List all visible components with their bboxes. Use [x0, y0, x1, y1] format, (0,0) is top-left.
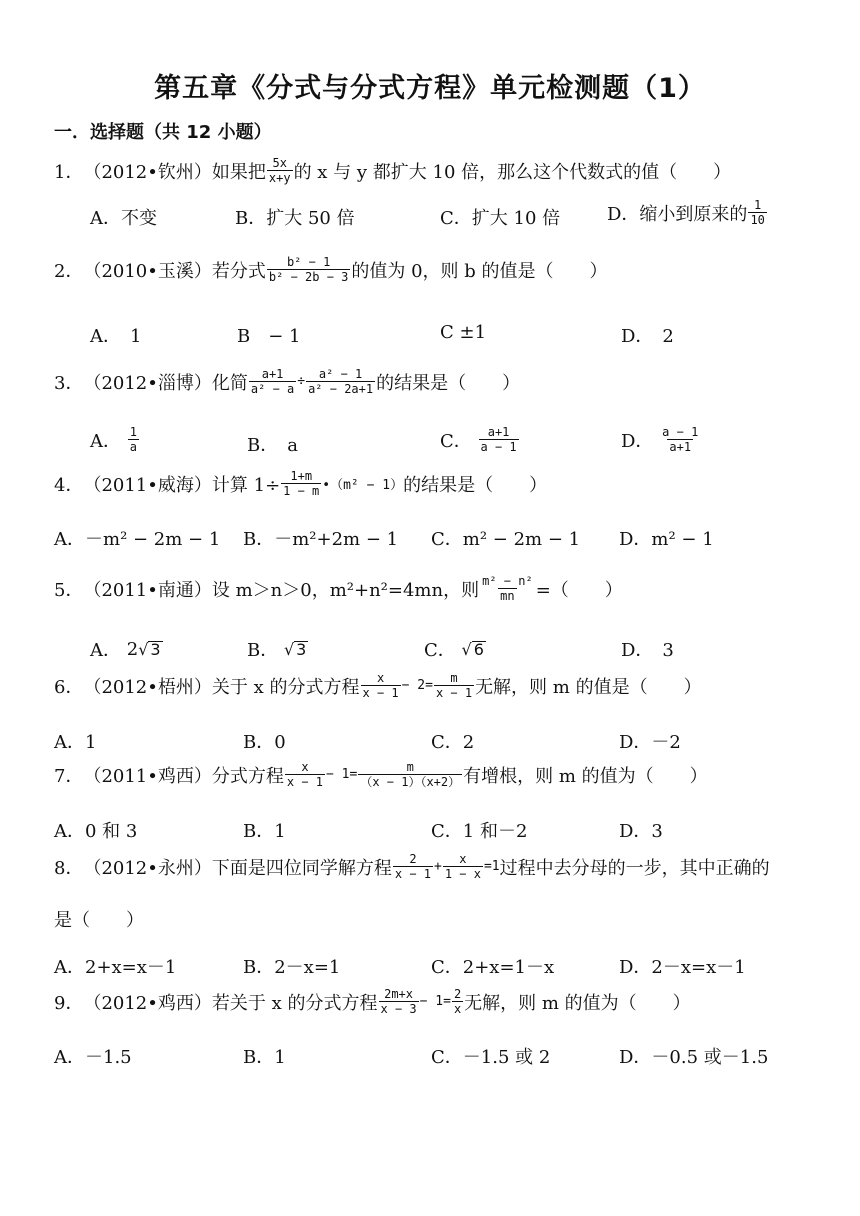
question-8-continuation: 是（ ）: [54, 910, 144, 931]
option-label: D．: [621, 430, 654, 452]
option-d: [621, 425, 701, 454]
option-c: C．2+x=1－x: [431, 957, 555, 978]
fraction: [128, 425, 139, 454]
option-b: [247, 636, 308, 662]
question-number: 6．: [54, 676, 84, 698]
option-b: B． a: [247, 435, 298, 456]
fraction-denominator: x+y: [268, 171, 291, 185]
question-source: （2012•淄博）: [83, 372, 212, 394]
fraction-denominator: 1 − m: [283, 484, 320, 498]
question-text: 过程中去分母的一步，其中正确的: [499, 857, 770, 879]
question-4: [54, 469, 547, 498]
option-b: B．2－x=1: [243, 957, 341, 978]
question-text: 的值为 0，则 b 的值是（ ）: [351, 260, 608, 282]
fraction-denominator: （x − 1）（x+2）: [360, 775, 461, 789]
question-text: 关于 x 的分式方程: [211, 676, 360, 698]
fraction: [267, 156, 293, 185]
question-number: 3．: [54, 372, 84, 394]
option-c: C ±1: [440, 322, 487, 343]
fraction: [285, 760, 325, 789]
option-label: A．: [90, 430, 121, 452]
fraction-numerator: x: [301, 760, 309, 774]
question-text: 若关于 x 的分式方程: [211, 992, 378, 1014]
option-a: [90, 425, 140, 454]
option-label: C．: [424, 640, 456, 661]
option-a: A．－m² − 2m − 1: [54, 529, 221, 550]
question-6: [54, 671, 702, 700]
option-c: C．m² − 2m − 1: [431, 529, 581, 550]
option-d: D． 2: [621, 326, 674, 347]
square-root: √ 6: [461, 639, 484, 659]
fraction: [660, 425, 700, 454]
page-title: 第五章《分式与分式方程》单元检测题（1）: [154, 73, 706, 104]
question-number: 7．: [54, 765, 84, 787]
option-label: A．: [90, 640, 121, 661]
fraction-denominator: x − 1: [435, 686, 473, 700]
option-b: B．－m²+2m − 1: [243, 529, 399, 550]
fraction-numerator: 2: [409, 852, 417, 866]
option-c: [440, 425, 520, 454]
fraction: [249, 367, 296, 396]
fraction: [281, 469, 321, 498]
option-a: A．0 和 3: [54, 821, 138, 842]
fraction-denominator: x − 1: [286, 775, 324, 789]
option-b: B．1: [243, 1047, 286, 1068]
fraction-denominator: a: [129, 440, 137, 454]
option-d: D．－2: [619, 732, 681, 753]
fraction-denominator: x − 1: [394, 867, 432, 881]
question-source: （2012•永州）: [83, 857, 212, 879]
fraction-numerator: a+1: [487, 425, 510, 439]
question-7: [54, 760, 708, 789]
option-c: C．扩大 10 倍: [440, 208, 561, 229]
question-3: [54, 367, 520, 396]
fraction: [748, 198, 766, 227]
question-source: （2010•玉溪）: [83, 260, 212, 282]
option-b: B．扩大 50 倍: [235, 208, 355, 229]
fraction-numerator: a² − 1: [318, 367, 363, 381]
fraction-denominator: 10: [750, 213, 765, 227]
fraction-numerator: x: [376, 671, 385, 685]
fraction: [479, 425, 519, 454]
fraction-numerator: 1: [129, 425, 137, 439]
option-c: C．2: [431, 732, 475, 753]
fraction-numerator: m² − n²: [482, 574, 533, 588]
option-c: C．1 和－2: [431, 821, 528, 842]
operator: +: [434, 859, 442, 874]
option-b: B．0: [243, 732, 286, 753]
fraction: [452, 987, 463, 1016]
question-2: [54, 255, 608, 284]
question-text: 无解，则 m 的值是（ ）: [475, 676, 702, 698]
fraction-numerator: x: [459, 852, 467, 866]
square-root: √ 3: [138, 639, 161, 659]
fraction-numerator: 1+m: [290, 469, 313, 483]
option-b: B − 1: [237, 326, 301, 347]
option-a: A．不变: [90, 208, 157, 229]
question-source: （2012•钦州）: [83, 161, 212, 183]
fraction-numerator: 5x: [272, 156, 287, 170]
expression: •（m² − 1）: [322, 478, 404, 493]
option-c: [424, 636, 486, 662]
question-text: 的 x 与 y 都扩大 10 倍，那么这个代数式的值（ ）: [293, 161, 732, 183]
option-d: D．－0.5 或－1.5: [619, 1047, 769, 1068]
question-number: 9．: [54, 992, 84, 1014]
fraction-numerator: b² − 1: [286, 255, 331, 269]
question-text: 下面是四位同学解方程: [211, 857, 392, 879]
fraction: [443, 852, 483, 881]
option-a: A． 1: [90, 326, 142, 347]
fraction-denominator: mn: [500, 589, 515, 603]
question-text: 分式方程: [211, 765, 284, 787]
option-a: A．－1.5: [54, 1047, 132, 1068]
question-number: 8．: [54, 857, 84, 879]
radicand: 6: [473, 639, 484, 659]
fraction: [306, 367, 375, 396]
option-d: D．2－x=x－1: [619, 957, 746, 978]
fraction-numerator: m: [406, 760, 414, 774]
coefficient: 2: [126, 638, 139, 660]
fraction-numerator: 2: [453, 987, 462, 1001]
question-text: 的结果是（ ）: [403, 474, 548, 496]
fraction-numerator: a − 1: [662, 425, 699, 439]
option-d: D． 3: [621, 640, 674, 661]
expression: =1: [483, 859, 500, 874]
fraction-denominator: 1 − x: [444, 867, 481, 881]
question-number: 4．: [54, 474, 84, 496]
fraction: [434, 671, 474, 700]
option-c: C．－1.5 或 2: [431, 1047, 551, 1068]
question-5: [54, 574, 623, 603]
option-a: A．2+x=x－1: [54, 957, 177, 978]
expression: − 1=: [326, 767, 358, 782]
radicand: 3: [296, 639, 307, 659]
fraction-numerator: 1: [754, 198, 762, 212]
option-a: A．1: [54, 732, 97, 753]
expression: − 2=: [401, 678, 433, 693]
question-text: =（ ）: [535, 579, 623, 601]
section-heading: 一．选择题（共 12 小题）: [54, 122, 272, 143]
option-b: B．1: [243, 821, 286, 842]
fraction-numerator: 2m+x: [384, 987, 414, 1001]
fraction-denominator: a+1: [669, 440, 692, 454]
option-d: [607, 198, 768, 227]
option-d: D．3: [619, 821, 663, 842]
question-9: [54, 987, 691, 1016]
question-number: 1．: [54, 161, 84, 183]
question-text: 若分式: [211, 260, 266, 282]
question-number: 5．: [54, 579, 84, 601]
fraction-denominator: x − 1: [362, 686, 399, 700]
fraction: [393, 852, 433, 881]
fraction: [379, 987, 419, 1016]
fraction-numerator: m: [450, 671, 458, 685]
question-text: 化简: [211, 372, 248, 394]
fraction-denominator: x: [453, 1002, 462, 1016]
question-text: 设 m＞n＞0，m²+n²=4mn，则: [211, 579, 480, 601]
radicand: 3: [150, 639, 161, 659]
expression: − 1=: [419, 994, 451, 1009]
question-text: 如果把: [211, 161, 266, 183]
question-text: 的结果是（ ）: [376, 372, 521, 394]
fraction: [358, 760, 462, 789]
question-1: [54, 156, 731, 185]
option-label: B．: [247, 640, 279, 661]
option-text: D．缩小到原来的: [607, 203, 748, 225]
question-source: （2012•梧州）: [83, 676, 212, 698]
option-d: D．m² − 1: [619, 529, 714, 550]
question-text: 无解，则 m 的值为（ ）: [464, 992, 691, 1014]
fraction-denominator: x − 3: [380, 1002, 417, 1016]
question-text: 有增根，则 m 的值为（ ）: [463, 765, 708, 787]
fraction: [480, 574, 535, 603]
fraction-denominator: a² − a: [250, 382, 295, 396]
operator: ÷: [297, 374, 306, 389]
option-a: [90, 636, 163, 662]
square-root: √ 3: [283, 639, 307, 659]
fraction-numerator: a+1: [261, 367, 284, 381]
question-source: （2012•鸡西）: [83, 992, 212, 1014]
question-text: 计算 1÷: [211, 474, 281, 496]
fraction-denominator: a − 1: [480, 440, 517, 454]
question-source: （2011•威海）: [83, 474, 212, 496]
fraction: [267, 255, 350, 284]
fraction: [361, 671, 401, 700]
option-label: C．: [440, 430, 472, 452]
question-number: 2．: [54, 260, 84, 282]
question-source: （2011•鸡西）: [83, 765, 212, 787]
question-source: （2011•南通）: [83, 579, 212, 601]
fraction-denominator: b² − 2b − 3: [268, 270, 349, 284]
fraction-denominator: a² − 2a+1: [308, 382, 374, 396]
question-8: [54, 852, 770, 881]
